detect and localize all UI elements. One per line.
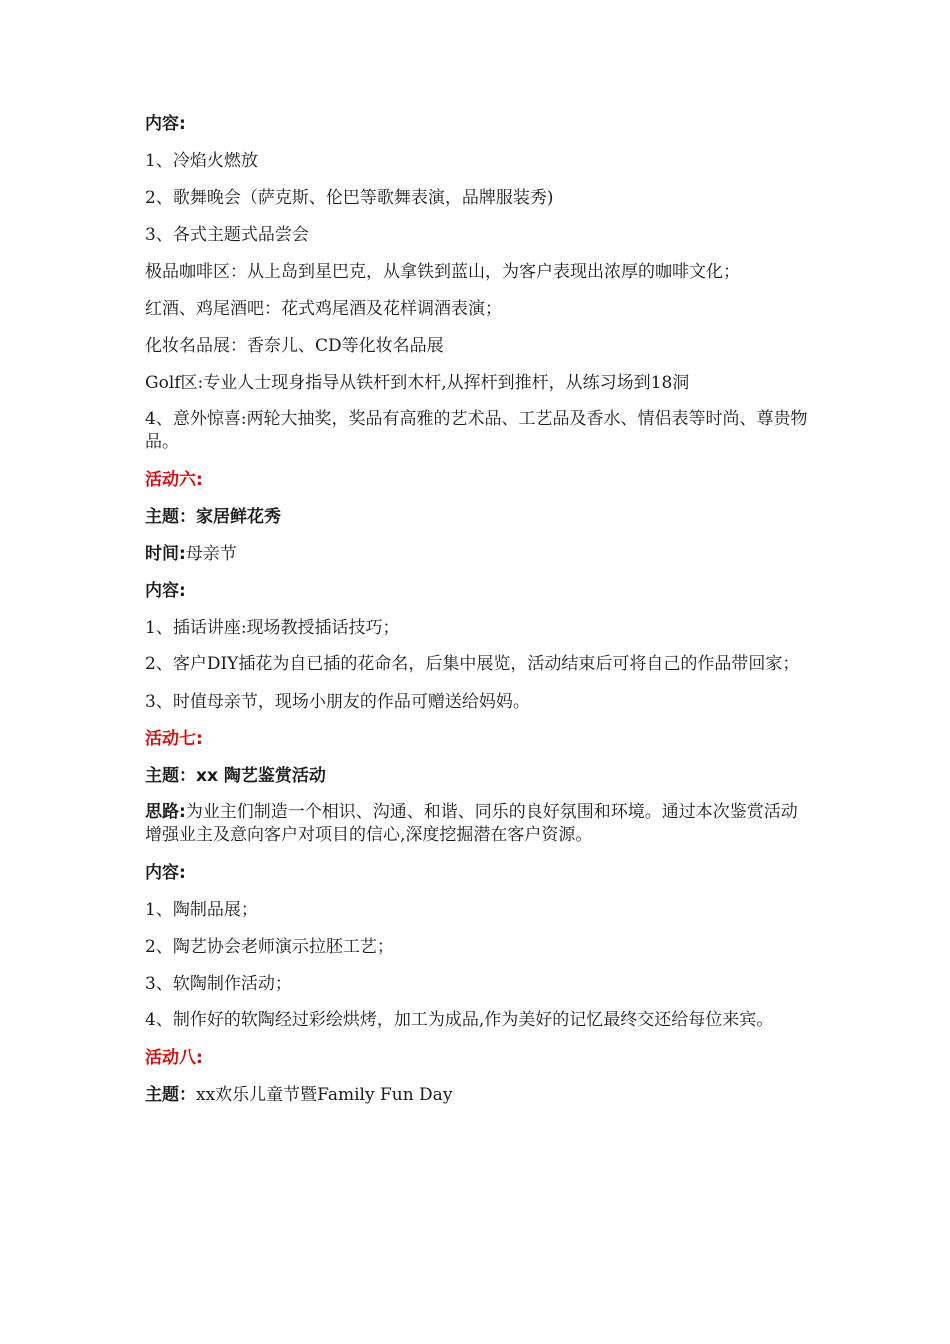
list-item: 3、时值母亲节，现场小朋友的作品可赠送给妈妈。 bbox=[145, 692, 530, 712]
theme-value: xx欢乐儿童节暨Family Fun Day bbox=[196, 1085, 453, 1105]
idea-label: 思路: bbox=[145, 802, 186, 822]
theme-line: 主题：xx 陶艺鉴赏活动 bbox=[145, 766, 326, 786]
list-item: 1、冷焰火燃放 bbox=[145, 151, 258, 171]
list-item: 极品咖啡区：从上岛到星巴克，从拿铁到蓝山，为客户表现出浓厚的咖啡文化； bbox=[145, 262, 740, 282]
activity-heading: 活动七: bbox=[145, 729, 203, 749]
list-item: 3、各式主题式品尝会 bbox=[145, 225, 309, 245]
list-item: Golf区:专业人士现身指导从铁杆到木杆,从挥杆到推杆，从练习场到18洞 bbox=[145, 373, 690, 393]
list-item: 2、歌舞晚会（萨克斯、伦巴等歌舞表演，品牌服装秀) bbox=[145, 188, 554, 208]
activity-heading: 活动八: bbox=[145, 1048, 203, 1068]
list-item: 3、软陶制作活动； bbox=[145, 974, 292, 994]
list-item: 2、客户DIY插花为自已插的花命名，后集中展览，活动结束后可将自己的作品带回家； bbox=[145, 654, 800, 674]
list-item: 1、陶制品展； bbox=[145, 900, 258, 920]
content-label: 内容: bbox=[145, 581, 186, 601]
time-line bbox=[145, 542, 810, 566]
list-item: 2、陶艺协会老师演示拉胚工艺； bbox=[145, 937, 394, 957]
list-item: 化妆名品展：香奈儿、CD等化妆名品展 bbox=[145, 336, 444, 356]
content-label: 内容: bbox=[145, 114, 186, 134]
time-label: 时间: bbox=[145, 544, 186, 564]
activity-heading: 活动六: bbox=[145, 470, 203, 490]
list-item: 4、意外惊喜:两轮大抽奖，奖品有高雅的艺术品、工艺品及香水、情侣表等时尚、尊贵物品。 bbox=[145, 409, 808, 452]
document-page bbox=[145, 112, 810, 1120]
theme-line: 主题：家居鲜花秀 bbox=[145, 507, 281, 527]
time-value: 母亲节 bbox=[185, 544, 237, 564]
list-item: 红酒、鸡尾酒吧：花式鸡尾酒及花样调酒表演； bbox=[145, 299, 502, 319]
list-item: 1、插话讲座:现场教授插话技巧； bbox=[145, 618, 400, 638]
idea-line bbox=[145, 801, 810, 847]
theme-label: 主题： bbox=[145, 1085, 196, 1105]
idea-value: 为业主们制造一个相识、沟通、和谐、同乐的良好氛围和环境。通过本次鉴赏活动增强业主及意向客户对项目的信心,深度挖掘潜在客户资源。 bbox=[145, 802, 798, 845]
content-label: 内容: bbox=[145, 863, 186, 883]
list-item: 4、制作好的软陶经过彩绘烘烤，加工为成品,作为美好的记忆最终交还给每位来宾。 bbox=[145, 1010, 774, 1030]
theme-line bbox=[145, 1083, 810, 1107]
